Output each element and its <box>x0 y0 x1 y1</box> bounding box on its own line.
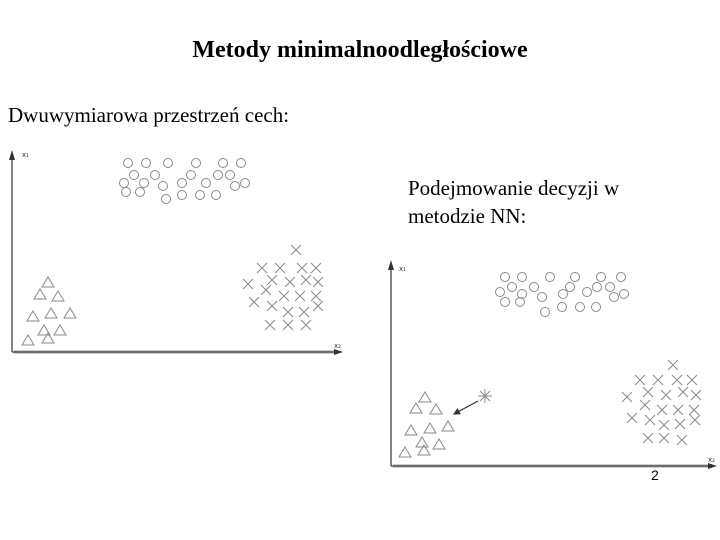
triangle-point-icon <box>405 425 417 435</box>
cross-point-icon <box>275 263 285 273</box>
cross-point-icon <box>313 301 323 311</box>
triangle-point-icon <box>54 325 66 335</box>
circle-point-icon <box>501 298 510 307</box>
right-circle-class <box>496 273 629 317</box>
triangle-point-icon <box>424 423 436 433</box>
right-nn-plot <box>388 260 717 469</box>
circle-point-icon <box>559 290 568 299</box>
cross-point-icon <box>659 433 669 443</box>
circle-point-icon <box>617 273 626 282</box>
circle-point-icon <box>124 159 133 168</box>
circle-point-icon <box>202 179 211 188</box>
circle-point-icon <box>620 290 629 299</box>
cross-point-icon <box>295 291 305 301</box>
cross-point-icon <box>299 307 309 317</box>
circle-point-icon <box>237 159 246 168</box>
nearest-neighbor-arrow <box>454 401 478 414</box>
cross-point-icon <box>640 400 650 410</box>
triangle-point-icon <box>430 404 442 414</box>
cross-point-icon <box>283 307 293 317</box>
circle-point-icon <box>508 283 517 292</box>
triangle-point-icon <box>52 291 64 301</box>
triangle-point-icon <box>64 308 76 318</box>
cross-point-icon <box>267 275 277 285</box>
circle-point-icon <box>196 191 205 200</box>
cross-point-icon <box>249 297 259 307</box>
circle-point-icon <box>518 273 527 282</box>
right-x-axis-label: x₂ <box>708 456 715 464</box>
circle-point-icon <box>530 283 539 292</box>
circle-point-icon <box>140 179 149 188</box>
left-circle-class <box>120 159 250 204</box>
circle-point-icon <box>566 283 575 292</box>
left-triangle-class <box>22 277 76 345</box>
circle-point-icon <box>576 303 585 312</box>
cross-point-icon <box>678 387 688 397</box>
circle-point-icon <box>159 182 168 191</box>
right-y-axis-label: x₁ <box>399 265 406 273</box>
right-y-arrow <box>388 260 394 270</box>
cross-point-icon <box>661 390 671 400</box>
circle-point-icon <box>583 288 592 297</box>
circle-point-icon <box>538 293 547 302</box>
cross-point-icon <box>243 279 253 289</box>
left-feature-plot <box>9 150 343 355</box>
nn-caption-line-1: Podejmowanie decyzji w <box>408 176 620 200</box>
circle-point-icon <box>162 195 171 204</box>
left-y-arrow <box>9 150 15 160</box>
circle-point-icon <box>546 273 555 282</box>
cross-point-icon <box>311 263 321 273</box>
circle-point-icon <box>226 171 235 180</box>
circle-point-icon <box>136 188 145 197</box>
cross-point-icon <box>297 263 307 273</box>
cross-point-icon <box>677 435 687 445</box>
cross-point-icon <box>643 433 653 443</box>
circle-point-icon <box>187 171 196 180</box>
left-cross-class <box>243 245 323 330</box>
circle-point-icon <box>231 182 240 191</box>
circle-point-icon <box>558 303 567 312</box>
cross-point-icon <box>622 392 632 402</box>
right-cross-class <box>622 360 701 445</box>
triangle-point-icon <box>410 403 422 413</box>
circle-point-icon <box>606 283 615 292</box>
cross-point-icon <box>261 285 271 295</box>
circle-point-icon <box>130 171 139 180</box>
cross-point-icon <box>689 405 699 415</box>
circle-point-icon <box>496 288 505 297</box>
circle-point-icon <box>501 273 510 282</box>
cross-point-icon <box>311 291 321 301</box>
circle-point-icon <box>214 171 223 180</box>
triangle-point-icon <box>433 439 445 449</box>
circle-point-icon <box>178 191 187 200</box>
cross-point-icon <box>673 405 683 415</box>
right-triangle-class <box>399 392 454 457</box>
cross-point-icon <box>635 375 645 385</box>
triangle-point-icon <box>45 308 57 318</box>
circle-point-icon <box>120 179 129 188</box>
circle-point-icon <box>142 159 151 168</box>
cross-point-icon <box>301 275 311 285</box>
triangle-point-icon <box>419 392 431 402</box>
cross-point-icon <box>313 277 323 287</box>
circle-point-icon <box>192 159 201 168</box>
circle-point-icon <box>212 191 221 200</box>
triangle-point-icon <box>42 277 54 287</box>
circle-point-icon <box>571 273 580 282</box>
triangle-point-icon <box>416 437 428 447</box>
cross-point-icon <box>675 419 685 429</box>
triangle-point-icon <box>399 447 411 457</box>
cross-point-icon <box>645 415 655 425</box>
cross-point-icon <box>627 413 637 423</box>
circle-point-icon <box>597 273 606 282</box>
circle-point-icon <box>592 303 601 312</box>
cross-point-icon <box>659 420 669 430</box>
circle-point-icon <box>610 293 619 302</box>
triangle-point-icon <box>22 335 34 345</box>
cross-point-icon <box>283 320 293 330</box>
cross-point-icon <box>279 291 289 301</box>
slide-subtitle: Dwuwymiarowa przestrzeń cech: <box>8 103 290 127</box>
slide-title: Metody minimalnoodległościowe <box>192 37 528 63</box>
cross-point-icon <box>291 245 301 255</box>
circle-point-icon <box>516 298 525 307</box>
nn-caption-line-2: metodzie NN: <box>408 204 527 228</box>
cross-point-icon <box>301 320 311 330</box>
cross-point-icon <box>657 405 667 415</box>
query-sample-star-icon <box>478 389 492 403</box>
circle-point-icon <box>151 171 160 180</box>
cross-point-icon <box>265 320 275 330</box>
circle-point-icon <box>241 179 250 188</box>
cross-point-icon <box>267 301 277 311</box>
circle-point-icon <box>541 308 550 317</box>
circle-point-icon <box>178 179 187 188</box>
cross-point-icon <box>687 375 697 385</box>
cross-point-icon <box>691 390 701 400</box>
left-x-axis-label: x₂ <box>334 342 341 350</box>
triangle-point-icon <box>442 421 454 431</box>
circle-point-icon <box>164 159 173 168</box>
circle-point-icon <box>122 188 131 197</box>
circle-point-icon <box>593 283 602 292</box>
left-y-axis-label: x₁ <box>22 151 29 159</box>
triangle-point-icon <box>34 289 46 299</box>
cross-point-icon <box>668 360 678 370</box>
circle-point-icon <box>219 159 228 168</box>
cross-point-icon <box>257 263 267 273</box>
triangle-point-icon <box>27 311 39 321</box>
cross-point-icon <box>672 375 682 385</box>
cross-point-icon <box>285 277 295 287</box>
cross-point-icon <box>690 415 700 425</box>
page-number: 2 <box>651 467 659 483</box>
cross-point-icon <box>643 387 653 397</box>
cross-point-icon <box>653 375 663 385</box>
